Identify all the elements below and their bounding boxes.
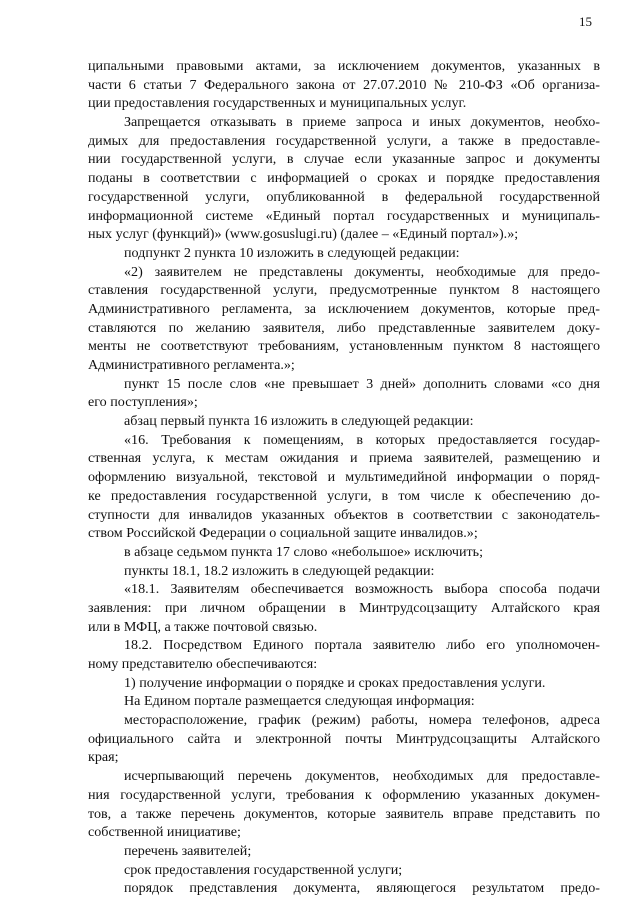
text-line: 18.2. Посредством Единого портала заявителю либо его уполномочен-: [124, 637, 600, 654]
text-line: информационной системе «Единый портал государственных и муниципаль-: [88, 207, 600, 224]
text-line: государственной услуги, опубликованной в федеральной государственной: [88, 188, 600, 205]
text-line: поданы в соответствии с информацией о сроках и порядке предоставления: [88, 170, 600, 187]
text-line: Административного регламента, за исключением документов, которые пред-: [88, 300, 600, 317]
text-line: На Едином портале размещается следующая информация:: [124, 693, 475, 710]
text-line: пункты 18.1, 18.2 изложить в следующей редакции:: [124, 562, 435, 579]
text-line: нии государственной услуги, в случае если указанные запрос и документы: [88, 151, 600, 168]
text-line: месторасположение, график (режим) работы, номера телефонов, адреса: [124, 712, 600, 729]
text-line: Административного регламента.»;: [88, 357, 295, 373]
text-line: ством Российской Федерации о социальной защите инвалидов.»;: [88, 525, 478, 542]
text-line: части 6 статьи 7 Федерального закона от 27.07.2010 № 210-ФЗ «Об организа-: [88, 76, 600, 93]
text-line: ния государственной услуги, требования к оформлению указанных докумен-: [88, 786, 600, 803]
text-line: менты не соответствуют требованиям, установленным пунктом 8 настоящего: [88, 338, 600, 355]
text-line: димых для предоставления государственной услуги, а также в предоставле-: [88, 132, 600, 149]
text-line: заявления: при личном обращении в Минтрудсоцзащиту Алтайского края: [88, 599, 600, 616]
text-line: пункт 15 после слов «не превышает 3 дней» дополнить словами «со дня: [124, 375, 600, 392]
text-line: в абзаце седьмом пункта 17 слово «небольшое» исключить;: [124, 543, 484, 560]
text-line: перечень заявителей;: [124, 842, 252, 859]
page-number: 15: [579, 14, 592, 29]
text-line: срок предоставления государственной услуги;: [124, 861, 403, 878]
text-line: порядок представления документа, являющегося результатом предо-: [124, 880, 600, 897]
text-line: подпункт 2 пункта 10 изложить в следующей редакции:: [124, 244, 460, 261]
text-line: официального сайта и электронной почты Минтрудсоцзащиты Алтайского: [88, 730, 600, 747]
text-line: или в МФЦ, а также почтовой связью.: [88, 618, 318, 635]
text-line: ке предоставления государственной услуги, в том числе к обеспечению до-: [88, 487, 600, 504]
text-line: ции предоставления государственных и муниципальных услуг.: [88, 95, 467, 112]
text-line: исчерпывающий перечень документов, необходимых для предоставле-: [124, 768, 600, 785]
text-line: ственная услуга, к местам ожидания и приема заявителей, размещению и: [88, 450, 600, 467]
text-line: тов, а также перечень документов, которые заявитель вправе представить по: [88, 805, 600, 822]
text-line: ципальными правовыми актами, за исключением документов, указанных в: [88, 58, 600, 74]
text-line: 1) получение информации о порядке и сроках предоставления услуги.: [124, 674, 546, 691]
text-line: края;: [88, 749, 119, 766]
text-line: абзац первый пункта 16 изложить в следующей редакции:: [124, 413, 474, 430]
text-line: оформлению визуальной, текстовой и мультимедийной информации о поряд-: [88, 469, 600, 486]
text-line: ступности для инвалидов указанных объектов в соответствии с законодатель-: [88, 506, 600, 523]
text-line: ставления государственной услуги, предусмотренные пунктом 8 настоящего: [88, 282, 600, 299]
text-line: «2) заявителем не представлены документы, необходимые для предо-: [124, 263, 600, 280]
text-line: его поступления»;: [88, 394, 198, 411]
document-body: [88, 57, 600, 898]
text-line: ставляются по желанию заявителя, либо представленные заявителем доку-: [88, 319, 600, 336]
text-line: «18.1. Заявителям обеспечивается возможность выбора способа подачи: [124, 581, 600, 598]
text-line: ному представителю обеспечиваются:: [88, 656, 318, 672]
text-line: «16. Требования к помещениям, в которых предоставляется государ-: [124, 431, 600, 448]
text-line: собственной инициативе;: [88, 824, 241, 841]
text-line: Запрещается отказывать в приеме запроса и иных документов, необхо-: [124, 114, 600, 131]
text-line: ных услуг (функций)» (www.gosuslugi.ru) (далее – «Единый портал»).»;: [88, 226, 519, 243]
